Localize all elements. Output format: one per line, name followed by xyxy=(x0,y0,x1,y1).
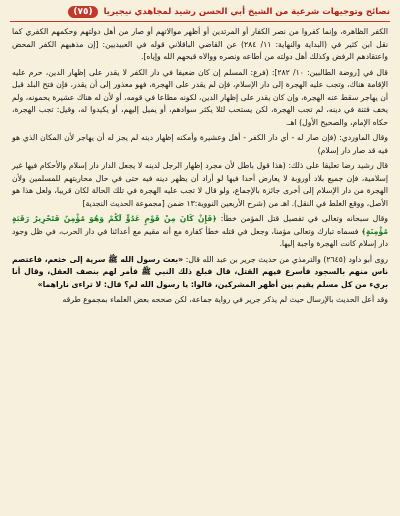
paragraph-text: فسماه تبارك وتعالى مؤمنا، وجعل في قتله خطأ كفارة مع أنه مقيم مع أعدائنا في دار الحرب، في ظل وجود دار إسلام كانت الهجرة واجبة إليها. xyxy=(12,226,388,248)
running-title: نصائح وتوجيهات شرعية من الشيخ أبي الحسن رشيد لمجاهدي نيجيريا xyxy=(103,7,390,17)
paragraph-text: وقال الماوردي: (فإن صار له - أي دار الكفر - أهل وعشيرة وأمكنه إظهار دينه لم يجز له أن يهاجر لأن المكان الذي هو فيه قد صار دار إسلام) xyxy=(12,133,388,155)
header-divider xyxy=(10,21,390,22)
paragraph-text: قال في [روضة الطالبين: ١٠/ ٢٨٢]: (فرع: المسلم إن كان ضعيفا في دار الكفر لا يقدر على إظهار الدين، حرم عليه الإقامة هناك، وتجب عليه الهجرة إلى دار الإسلام، فإن لم يقدر على الهجرة، فهو معذور إلى أن يقدر، فإن فتح البلد قبل أن يهاجر سقط عنه الهجرة، وإن كان يقدر على إظهار الدين، لكونه مطاعا في قومه، أو لأن له هناك عشيرة يحمونه، ولم يخف فتنة في دينه، لم تجب الهجرة، لكن يستحب لئلا يكثر سوادهم، أو يميل إليهم، أو يكيدوا له، وقيل: تجب الهجرة، حكاه الإمام، والصحيح الأول) اهـ. xyxy=(12,67,388,127)
page-number: (٧٥) xyxy=(68,6,97,18)
page-header xyxy=(10,4,390,20)
hadith-text: «بعث رسول الله ﷺ سرية إلى خثعم، فاعتصم ناس منهم بالسجود فأسرع فيهم القتل، قال فبلغ ذلك النبي ﷺ فأمر لهم بنصف العقل، وقال أنا بريء من كل مسلم يقيم بين أظهر المشركين، قالوا: يا رسول الله لم؟ قال: لا تراءى ناراهما» xyxy=(12,254,388,289)
paragraph-text: وقال سبحانه وتعالى في تفصيل قتل المؤمن خطأ: xyxy=(216,214,388,223)
paragraph-text: قال رشيد رضا تعليقا على ذلك: (هذا قول باطل لأن مجرد إظهار الرجل لدينه لا يجعل الدار دار إسلام والأحكام فيها غير إسلامية، فإن جميع بلاد أوروبة لا يعارض أحدا فيها لو أراد أن يظهر دينه فيه حتى في حال محاربتهم للمسلمين ولأن الهجرة من دار الإسلام إلى أخرى جائزة بالإجماع، ولو قال لا تجب عليه الهجرة في تلك الحالة لكان قريبا، ولعل هذا هو الأصل، ووقع الغلط في النقل). اهـ من (شرح الأربعين النووية:١٣ ضمن [مجموعة الحديث النجدية] xyxy=(12,161,388,208)
body-text xyxy=(12,26,388,512)
quran-verse: ﴿فَإِنْ كَانَ مِنْ قَوْمٍ عَدُوٍّ لَكُمْ وَهُوَ مُؤْمِنٌ فَتَحْرِيرُ رَقَبَةٍ مُؤْمِنَةٍ﴾ xyxy=(12,214,388,236)
paragraph-text: وقد أعل الحديث بالإرسال حيث لم يذكر جرير في رواية جماعة، لكن صححه بعض العلماء بمجموع طرقه xyxy=(62,295,388,304)
paragraph xyxy=(12,67,388,130)
paragraph xyxy=(12,254,388,292)
paragraph xyxy=(12,213,388,251)
paragraph-text: الكفر الظاهرة، وإنما كفروا من نصر الكفار أو المرتدين أو أظهر موالاتهم أو صار من أهل دولتهم وحكمهم الكفري كما نقل ابن كثير في (البداية والنهاية: ١١/ ٢٨٤) عن القاضي الباقلاني قوله في العبيديين: [إن مذهبهم الكفر المحض واعتقادهم الرفض وكذلك أهل دولته من أطاعه ونصره ووالاه قبحهم الله وإياه]. xyxy=(12,27,388,61)
paragraph xyxy=(12,26,388,64)
paragraph xyxy=(12,160,388,210)
paragraph xyxy=(12,294,388,307)
paragraph xyxy=(12,132,388,157)
paragraph-text: روى أبو داود (٢٦٤٥) والترمذي من حديث جرير بن عبد الله قال: xyxy=(183,254,389,264)
